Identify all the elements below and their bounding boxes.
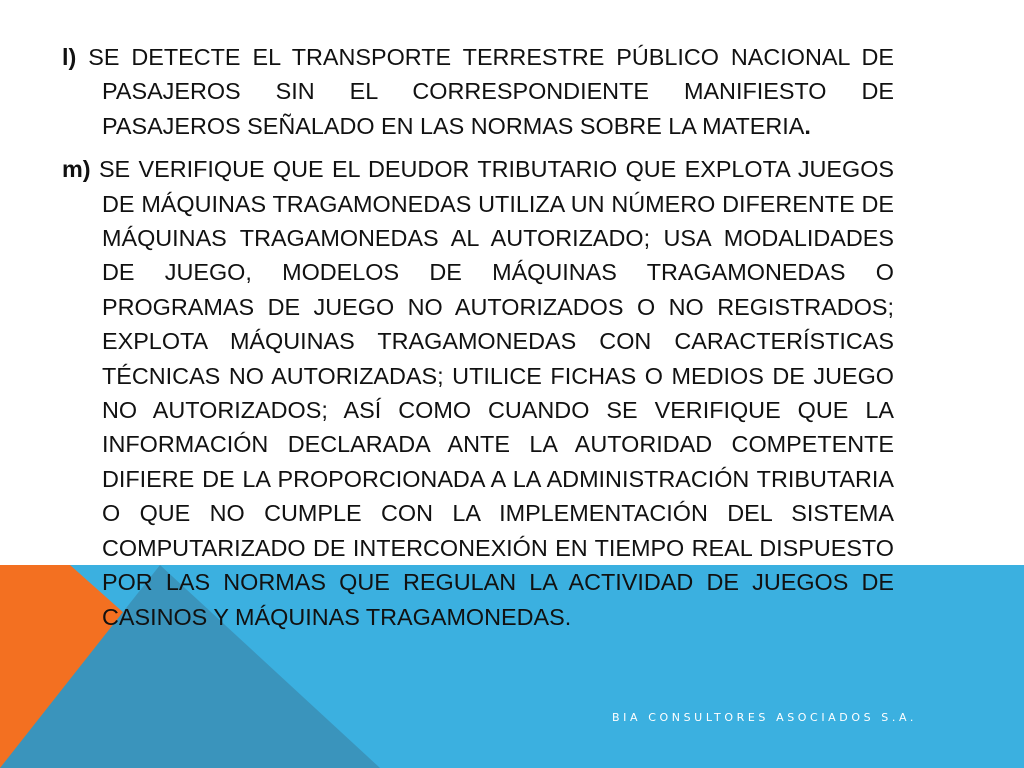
item-end: . [804, 112, 811, 139]
item-lead: l) [62, 44, 77, 70]
item-text: SE VERIFIQUE QUE EL DEUDOR TRIBUTARIO QUE EXPLOTA JUEGOS DE MÁQUINAS TRAGAMONEDAS UTILIZA UN NÚMERO DIFERENTE DE MÁQUINAS TRAGAMONEDAS AL AUTORIZADO; USA MODALIDADES DE JUEGO, MODELOS DE MÁQUINAS TRAGAMONEDAS O PROGRAMAS DE JUEGO NO AUTORIZADOS O NO REGISTRADOS; EXPLOTA MÁQUINAS TRAGAMONEDAS CON CARACTERÍSTICAS TÉCNICAS NO AUTORIZADAS; UTILICE FICHAS O MEDIOS DE JUEGO NO AUTORIZADOS; ASÍ COMO CUANDO SE VERIFIQUE QUE LA INFORMACIÓN DECLARADA ANTE LA AUTORIDAD COMPETENTE DIFIERE DE LA PROPORCIONADA A LA ADMINISTRACIÓN TRIBUTARIA O QUE NO CUMPLE CON LA IMPLEMENTACIÓN DEL SISTEMA COMPUTARIZADO DE INTERCONEXIÓN EN TIEMPO REAL DISPUESTO POR LAS NORMAS QUE REGULAN LA ACTIVIDAD DE JUEGOS DE CASINOS Y MÁQUINAS TRAGAMONEDAS. [98, 156, 895, 630]
item-lead: m) [62, 156, 91, 183]
item-text: SE DETECTE EL TRANSPORTE TERRESTRE PÚBLICO NACIONAL DE PASAJEROS SIN EL CORRESPONDIENTE MANIFIESTO DE PASAJEROS SEÑALADO EN LAS NORMAS SOBRE LA MATERIA [88, 44, 895, 139]
footer-company: BIA CONSULTORES ASOCIADOS S.A. [612, 711, 918, 724]
list-item-l [62, 40, 894, 143]
slide-body [62, 40, 894, 643]
list-item-m [62, 152, 894, 634]
